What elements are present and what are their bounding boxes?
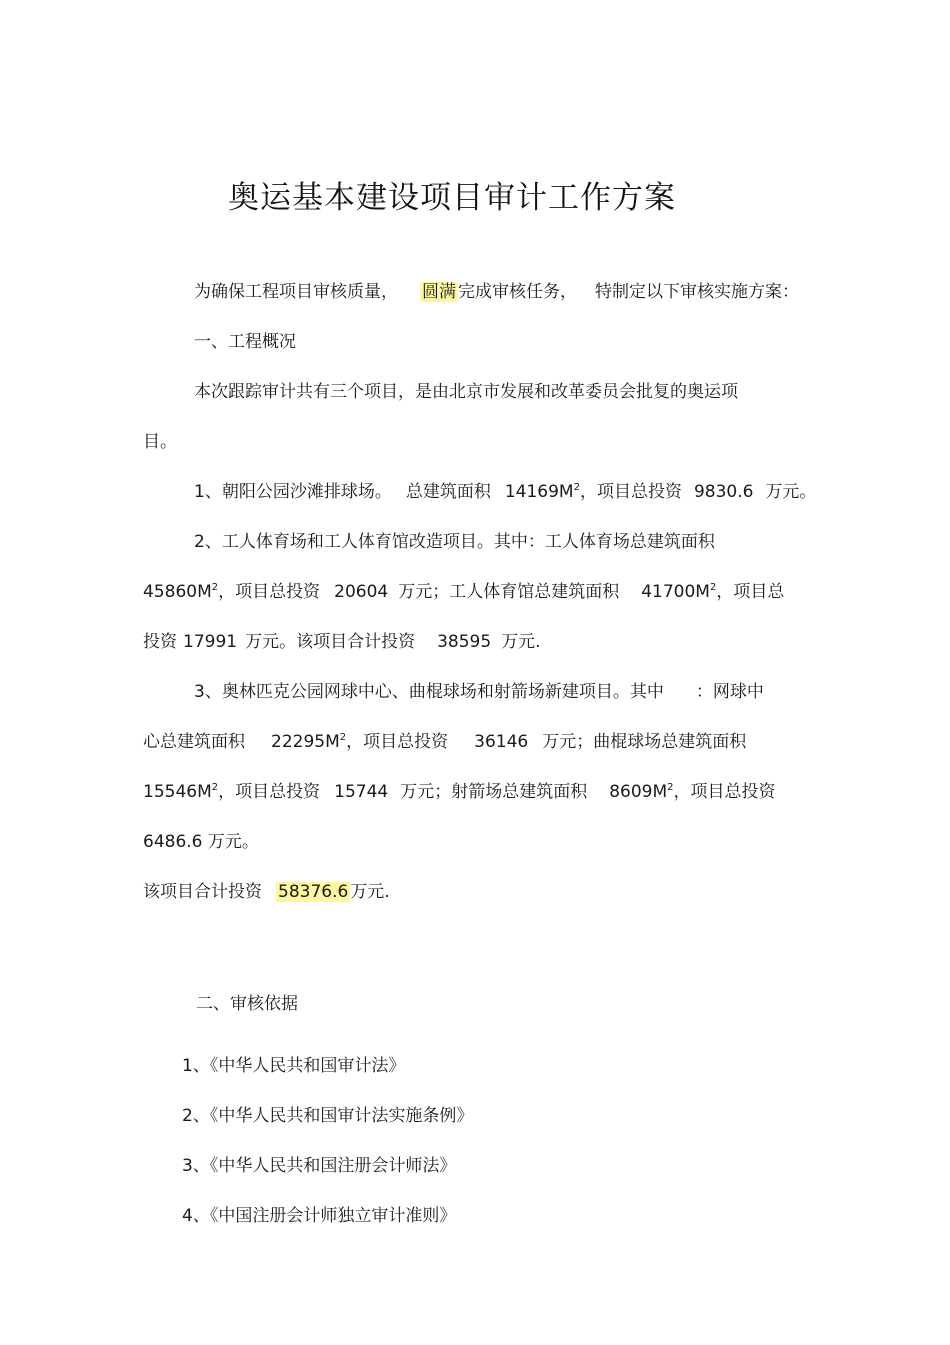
project-item-3: 3、奥林匹克公园网球中心、曲棍球场和射箭场新建项目。其中 ：网球中 bbox=[194, 682, 764, 702]
project-total: 该项目合计投资 58376.6 万元. bbox=[143, 882, 390, 902]
section-heading-basis: 二、审核依据 bbox=[196, 994, 298, 1014]
project-item-1: 1、朝阳公园沙滩排球场。 总建筑面积 $14169M^2$，项目总投资 9830.6 万元。 bbox=[194, 482, 817, 502]
basis-item-3: 3、《中华人民共和国注册会计师法》 bbox=[182, 1156, 457, 1176]
project-item-3-cont2: $15546M^2$，项目总投资 15744 万元；射箭场总建筑面积 $8609M^2$，项目总投资 bbox=[143, 782, 776, 802]
section-heading-overview: 一、工程概况 bbox=[194, 332, 296, 352]
project-item-2: 2、工人体育场和工人体育馆改造项目。其中：工人体育场总建筑面积 bbox=[194, 532, 715, 552]
project-item-3-cont3: 6486.6 万元。 bbox=[143, 832, 259, 852]
overview-paragraph: 本次跟踪审计共有三个项目，是由北京市发展和改革委员会批复的奥运项 bbox=[194, 382, 738, 402]
project-item-3-cont: 心总建筑面积 $22295M^2$，项目总投资 36146 万元；曲棍球场总建筑面积 bbox=[143, 732, 747, 752]
project-item-2-cont: $45860M^2$，项目总投资 20604 万元；工人体育馆总建筑面积 $41700M^2$，项目总 bbox=[143, 582, 785, 602]
intro-paragraph: 为确保工程项目审核质量， 圆满 完成审核任务， 特制定以下审核实施方案： bbox=[194, 282, 799, 302]
project-item-2-cont2: 投资 17991 万元。该项目合计投资 38595 万元. bbox=[143, 632, 541, 652]
basis-item-2: 2、《中华人民共和国审计法实施条例》 bbox=[182, 1106, 474, 1126]
document-title: 奥运基本建设项目审计工作方案 bbox=[228, 180, 676, 216]
overview-paragraph-cont: 目。 bbox=[143, 432, 177, 452]
highlight-total: 58376.6 bbox=[278, 882, 349, 902]
highlight-text: 圆满 bbox=[422, 282, 456, 302]
basis-item-4: 4、《中国注册会计师独立审计准则》 bbox=[182, 1206, 457, 1226]
basis-item-1: 1、《中华人民共和国审计法》 bbox=[182, 1056, 406, 1076]
